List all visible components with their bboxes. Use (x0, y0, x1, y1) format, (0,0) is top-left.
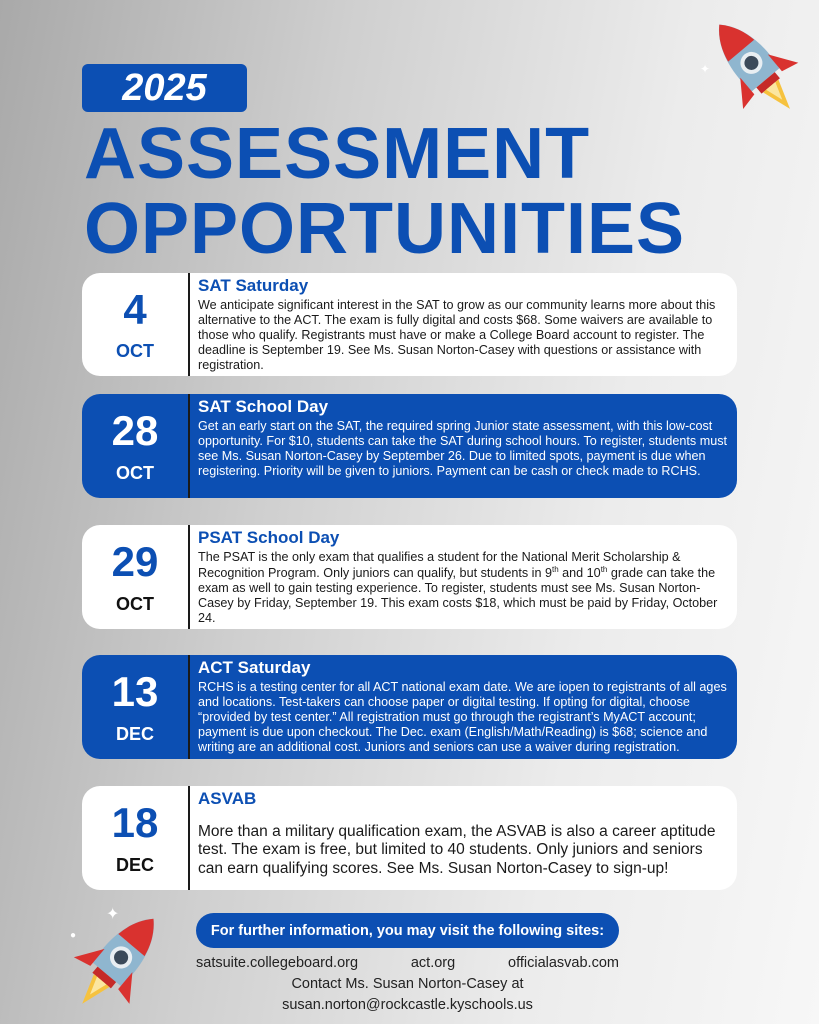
link-collegeboard[interactable]: satsuite.collegeboard.org (196, 955, 359, 971)
sparkle-icon: ✦ (106, 906, 120, 923)
event-title: ASVAB (198, 789, 257, 808)
event-card-sat-saturday (82, 273, 737, 376)
event-card-sat-school-day (82, 394, 737, 498)
event-day: 28 (111, 407, 159, 455)
year-badge (82, 64, 247, 112)
event-day: 29 (111, 538, 159, 586)
event-month: OCT (116, 593, 154, 614)
event-title: SAT School Day (198, 397, 329, 416)
event-card-act-saturday (82, 655, 737, 759)
event-date (82, 273, 190, 376)
event-date (82, 786, 190, 890)
page-title-line1: ASSESSMENT (84, 114, 591, 194)
event-content (190, 655, 737, 759)
event-content (190, 786, 737, 890)
sparkle-icon: ● (70, 930, 77, 941)
event-month: OCT (116, 462, 154, 483)
year-label: 2025 (122, 66, 207, 109)
link-asvab[interactable]: officialasvab.com (508, 955, 619, 971)
info-banner (196, 913, 619, 948)
event-content (190, 525, 737, 629)
event-title: SAT Saturday (198, 276, 309, 295)
event-description: We anticipate significant interest in the SAT to grow as our community learns more about this alternative to the ACT. The exam is fully digital and costs $68. Some waivers are available to those who qualify. Registrants must have or make a College Board account to register. The deadline is September 19. See Ms. Susan Norton-Casey with questions or assistance with registration. (198, 297, 716, 372)
sparkle-icon: ✦ (700, 62, 711, 76)
event-card-asvab (82, 786, 737, 890)
event-card-psat-school-day (82, 525, 737, 629)
event-date (82, 394, 190, 498)
event-description: Get an early start on the SAT, the required spring Junior state assessment, with this low-cost opportunity. For $10, students can take the SAT during school hours. To register, students must see Ms. Susan Norton-Casey by September 26. Due to limited spots, payment is due when registering. Priority will be given to juniors. Payment can be cash or check made to RCHS. (198, 418, 727, 478)
resource-links (196, 955, 619, 971)
event-title: PSAT School Day (198, 528, 340, 547)
event-date (82, 525, 190, 629)
event-title: ACT Saturday (198, 658, 311, 677)
contact-line: Contact Ms. Susan Norton-Casey at (291, 976, 524, 992)
event-content (190, 273, 737, 376)
event-month: OCT (116, 341, 154, 362)
event-month: DEC (115, 854, 154, 875)
event-description: More than a military qualification exam, the ASVAB is also a career aptitude test. The exam is free, but limited to 40 students. Only juniors and seniors can earn qualifying scores. See Ms. Susan Norton-Casey to sign-up! (198, 822, 716, 877)
page-title-line2: OPPORTUNITIES (84, 189, 686, 269)
event-date (82, 655, 190, 759)
event-day: 13 (111, 668, 159, 716)
event-description: RCHS is a testing center for all ACT national exam date. We are iopen to registrants of all ages and locations. Test-takers can choose paper or digital testing. If opting for digital, choose “provided by test center.” All registration must go through the registrant’s MyACT account; payment is due upon checkout. The Dec. exam (English/Math/Reading) is $68; science and writing are an additional cost. Juniors and seniors can use a waiver during registration. (198, 679, 727, 754)
event-description: The PSAT is the only exam that qualifies a student for the National Merit Scholarship & Recognition Program. Only juniors can qualify, but students in 9th and 10th grade can take the exam as well to gain testing experience. To register, students must see Ms. Susan Norton-Casey by Friday, September 19. This exam costs $18, which must be paid by Friday, October 24. (198, 549, 718, 626)
event-day: 4 (123, 285, 147, 333)
info-banner-text: For further information, you may visit the following sites: (210, 922, 605, 939)
link-act[interactable]: act.org (410, 955, 456, 971)
contact-email[interactable]: susan.norton@rockcastle.kyschools.us (282, 997, 533, 1013)
event-content (190, 394, 737, 498)
event-day: 18 (111, 799, 159, 847)
event-month: DEC (115, 723, 154, 744)
rocket-icon (692, 4, 817, 129)
